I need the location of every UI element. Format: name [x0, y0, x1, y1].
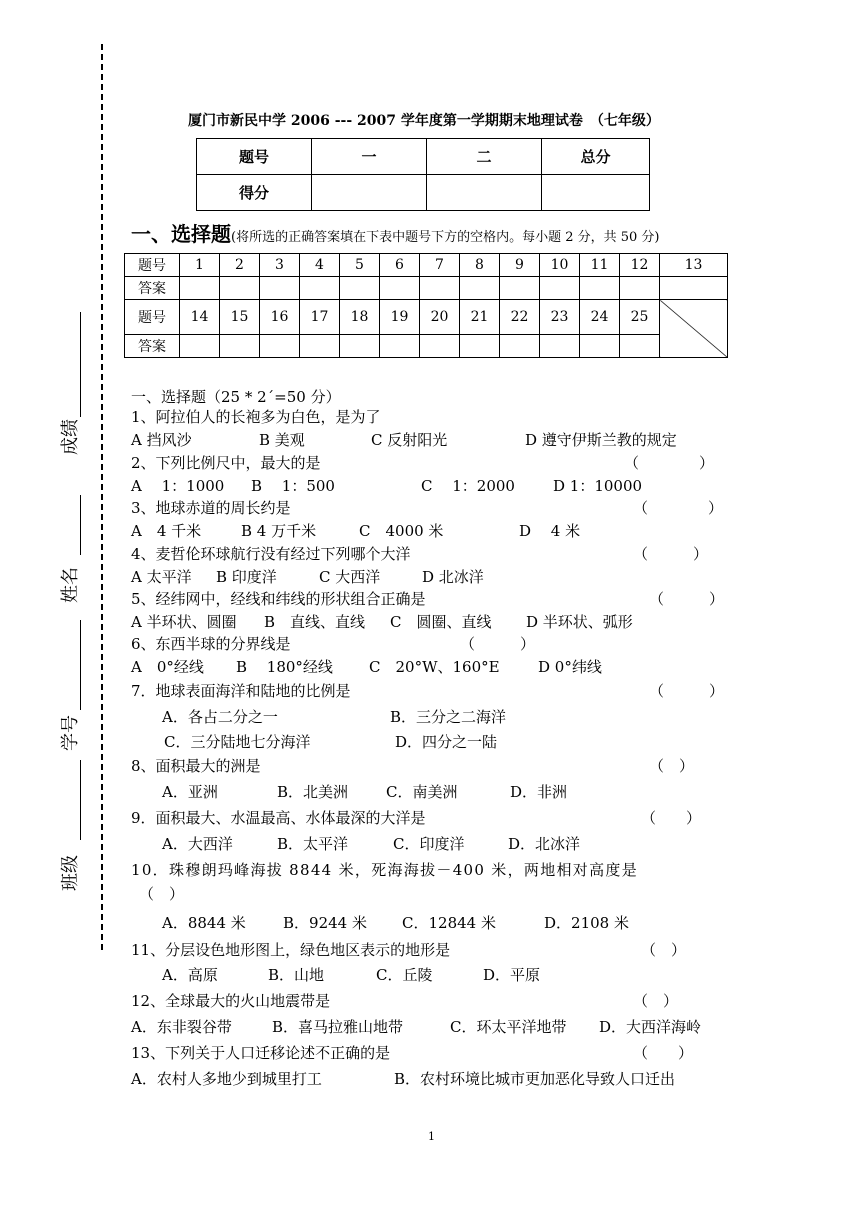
question-text: 3、地球赤道的周长约是 — [131, 499, 291, 517]
question-number: 3 — [260, 254, 300, 277]
question-number: 19 — [380, 300, 420, 335]
answer-cell[interactable] — [340, 277, 380, 300]
question-text: 5、经纬网中，经线和纬线的形状组合正确是 — [131, 590, 426, 608]
question-text: 8、面积最大的洲是 — [131, 757, 261, 775]
name-blank[interactable] — [80, 495, 81, 555]
section-title: 一、选择题 — [131, 222, 231, 246]
answer-cell[interactable] — [580, 277, 620, 300]
question-text: C 1：2000 — [421, 477, 515, 495]
question-text: B 美观 — [259, 431, 305, 449]
num-label: 题号 — [125, 254, 180, 277]
question-text: （ ） — [633, 499, 724, 517]
question-text: （ ） — [641, 941, 687, 959]
question-number: 14 — [180, 300, 220, 335]
answer-table — [124, 253, 728, 358]
question-text: （ ） — [633, 545, 709, 563]
question-text: C．三分陆地七分海洋 — [164, 733, 311, 751]
question-text: B．喜马拉雅山地带 — [272, 1018, 404, 1036]
question-text: （ ） — [633, 1044, 694, 1062]
question-text: B．北美洲 — [277, 783, 349, 801]
question-text: B 直线、直线 — [264, 613, 366, 631]
question-text: D．非洲 — [510, 783, 568, 801]
score-cell[interactable] — [542, 175, 650, 211]
question-text: （ ） — [649, 590, 725, 608]
answer-cell[interactable] — [460, 335, 500, 358]
answer-cell[interactable] — [300, 277, 340, 300]
answer-cell[interactable] — [580, 335, 620, 358]
question-number: 11 — [580, 254, 620, 277]
ans-label: 答案 — [125, 277, 180, 300]
question-text: （ ） — [460, 635, 536, 653]
question-text: A 挡风沙 — [131, 431, 192, 449]
score-row-label: 得分 — [197, 175, 312, 211]
answer-cell[interactable] — [180, 277, 220, 300]
question-text: B．农村环境比城市更加恶化导致人口迁出 — [394, 1070, 676, 1088]
question-number: 4 — [300, 254, 340, 277]
score-label: 成绩 — [60, 419, 81, 455]
question-number: 12 — [620, 254, 660, 277]
question-text: （ ） — [633, 992, 679, 1010]
answer-cell[interactable] — [620, 277, 660, 300]
question-number: 17 — [300, 300, 340, 335]
question-text: A 太平洋 — [131, 568, 192, 586]
score-table — [196, 138, 650, 211]
score-cell[interactable] — [427, 175, 542, 211]
answer-cell[interactable] — [540, 277, 580, 300]
question-number: 22 — [500, 300, 540, 335]
score-header: 一 — [312, 139, 427, 175]
question-number: 1 — [180, 254, 220, 277]
question-text: 2、下列比例尺中，最大的是 — [131, 454, 321, 472]
page-number: 1 — [428, 1130, 435, 1143]
question-text: B 4 万千米 — [241, 522, 317, 540]
answer-cell[interactable] — [380, 277, 420, 300]
question-text: A．大西洋 — [162, 835, 233, 853]
question-text: C 4000 米 — [359, 522, 444, 540]
answer-cell[interactable] — [460, 277, 500, 300]
question-text: C 20°W、160°E — [369, 658, 500, 676]
diagonal-blank-cell — [660, 300, 728, 358]
question-text: （ ） — [649, 757, 695, 775]
question-text: 11、分层设色地形图上，绿色地区表示的地形是 — [131, 941, 451, 959]
question-text: A．8844 米 — [162, 914, 246, 932]
answer-cell[interactable] — [180, 335, 220, 358]
question-text: 13、下列关于人口迁移论述不正确的是 — [131, 1044, 391, 1062]
question-text: （ ） — [624, 454, 715, 472]
question-number: 15 — [220, 300, 260, 335]
answer-cell[interactable] — [340, 335, 380, 358]
question-text: （ ） — [649, 682, 725, 700]
question-text: B 1：500 — [251, 477, 335, 495]
number-label: 学号 — [60, 714, 81, 751]
question-text: C 圆圈、直线 — [390, 613, 492, 631]
binding-dashed-line — [101, 44, 103, 950]
question-text: B．太平洋 — [277, 835, 349, 853]
question-text: （ ） — [139, 885, 185, 903]
answer-cell[interactable] — [380, 335, 420, 358]
question-text: C．12844 米 — [402, 914, 496, 932]
question-text: C．丘陵 — [376, 966, 433, 984]
answer-cell[interactable] — [660, 277, 728, 300]
question-text: D．北冰洋 — [508, 835, 581, 853]
question-text: A 1：1000 — [131, 477, 225, 495]
answer-cell[interactable] — [220, 277, 260, 300]
question-text: D 0°纬线 — [538, 658, 602, 676]
question-text: 12、全球最大的火山地震带是 — [131, 992, 331, 1010]
question-text: 10．珠穆朗玛峰海拔 8844 米，死海海拔－400 米，两地相对高度是 — [131, 861, 638, 879]
section-note: (将所选的正确答案填在下表中题号下方的空格内。每小题 2 分，共 50 分) — [231, 230, 660, 245]
question-text: D 4 米 — [519, 522, 581, 540]
number-blank[interactable] — [80, 620, 81, 710]
score-blank[interactable] — [80, 312, 81, 417]
question-number: 2 — [220, 254, 260, 277]
question-text: 9．面积最大、水温最高、水体最深的大洋是 — [131, 809, 426, 827]
question-text: D 遵守伊斯兰教的规定 — [525, 431, 677, 449]
num-label: 题号 — [125, 300, 180, 335]
question-text: C．印度洋 — [393, 835, 465, 853]
question-text: （ ） — [641, 809, 702, 827]
question-text: D 北冰洋 — [422, 568, 484, 586]
question-number: 8 — [460, 254, 500, 277]
question-number: 21 — [460, 300, 500, 335]
question-text: C 反射阳光 — [371, 431, 448, 449]
question-text: A．各占二分之一 — [162, 708, 278, 726]
score-header: 二 — [427, 139, 542, 175]
score-header: 总分 — [542, 139, 650, 175]
answer-cell[interactable] — [220, 335, 260, 358]
question-text: A．亚洲 — [162, 783, 218, 801]
question-text: 7．地球表面海洋和陆地的比例是 — [131, 682, 351, 700]
question-text: A 半环状、圆圈 — [131, 613, 237, 631]
question-number: 23 — [540, 300, 580, 335]
name-label: 姓名 — [60, 567, 81, 603]
question-number: 9 — [500, 254, 540, 277]
question-number: 20 — [420, 300, 460, 335]
question-text: A．高原 — [162, 966, 218, 984]
question-number: 13 — [660, 254, 728, 277]
answer-cell[interactable] — [420, 335, 460, 358]
question-text: 4、麦哲伦环球航行没有经过下列哪个大洋 — [131, 545, 411, 563]
answer-cell[interactable] — [300, 335, 340, 358]
question-text: C．环太平洋地带 — [450, 1018, 567, 1036]
answer-cell[interactable] — [500, 335, 540, 358]
question-text: 6、东西半球的分界线是 — [131, 635, 291, 653]
question-text: B 180°经线 — [236, 658, 333, 676]
question-text: A．农村人多地少到城里打工 — [131, 1070, 322, 1088]
question-text: B 印度洋 — [216, 568, 277, 586]
answer-cell[interactable] — [620, 335, 660, 358]
question-text: C．南美洲 — [386, 783, 458, 801]
question-number: 18 — [340, 300, 380, 335]
question-text: 1、阿拉伯人的长袍多为白色，是为了 — [131, 408, 381, 426]
question-text: D 1：10000 — [553, 477, 643, 495]
question-number: 6 — [380, 254, 420, 277]
question-number: 25 — [620, 300, 660, 335]
answer-cell[interactable] — [420, 277, 460, 300]
question-text: D．四分之一陆 — [395, 733, 498, 751]
question-number: 16 — [260, 300, 300, 335]
question-text: D．平原 — [483, 966, 541, 984]
question-text: B．山地 — [268, 966, 325, 984]
class-blank[interactable] — [80, 760, 81, 840]
answer-cell[interactable] — [500, 277, 540, 300]
question-text: D 半环状、弧形 — [526, 613, 633, 631]
score-cell[interactable] — [312, 175, 427, 211]
question-number: 7 — [420, 254, 460, 277]
question-number: 24 — [580, 300, 620, 335]
answer-cell[interactable] — [540, 335, 580, 358]
question-text: A．东非裂谷带 — [131, 1018, 232, 1036]
answer-cell[interactable] — [260, 335, 300, 358]
ans-label: 答案 — [125, 335, 180, 358]
score-header: 题号 — [197, 139, 312, 175]
question-text: B．三分之二海洋 — [390, 708, 507, 726]
class-label: 班级 — [60, 854, 81, 891]
question-text: D．大西洋海岭 — [599, 1018, 702, 1036]
answer-cell[interactable] — [260, 277, 300, 300]
question-text: 一、选择题（25 * 2´=50 分） — [131, 388, 341, 406]
question-number: 5 — [340, 254, 380, 277]
question-text: A 4 千米 — [131, 522, 202, 540]
question-number: 10 — [540, 254, 580, 277]
question-text: C 大西洋 — [319, 568, 381, 586]
exam-title: 厦门市新民中学 2006 --- 2007 学年度第一学期期末地理试卷 （七年级） — [188, 113, 660, 129]
question-text: B．9244 米 — [283, 914, 367, 932]
student-info-sidebar — [46, 300, 92, 950]
question-text: A 0°经线 — [131, 658, 204, 676]
section-heading — [131, 218, 660, 247]
question-text: D．2108 米 — [544, 914, 629, 932]
